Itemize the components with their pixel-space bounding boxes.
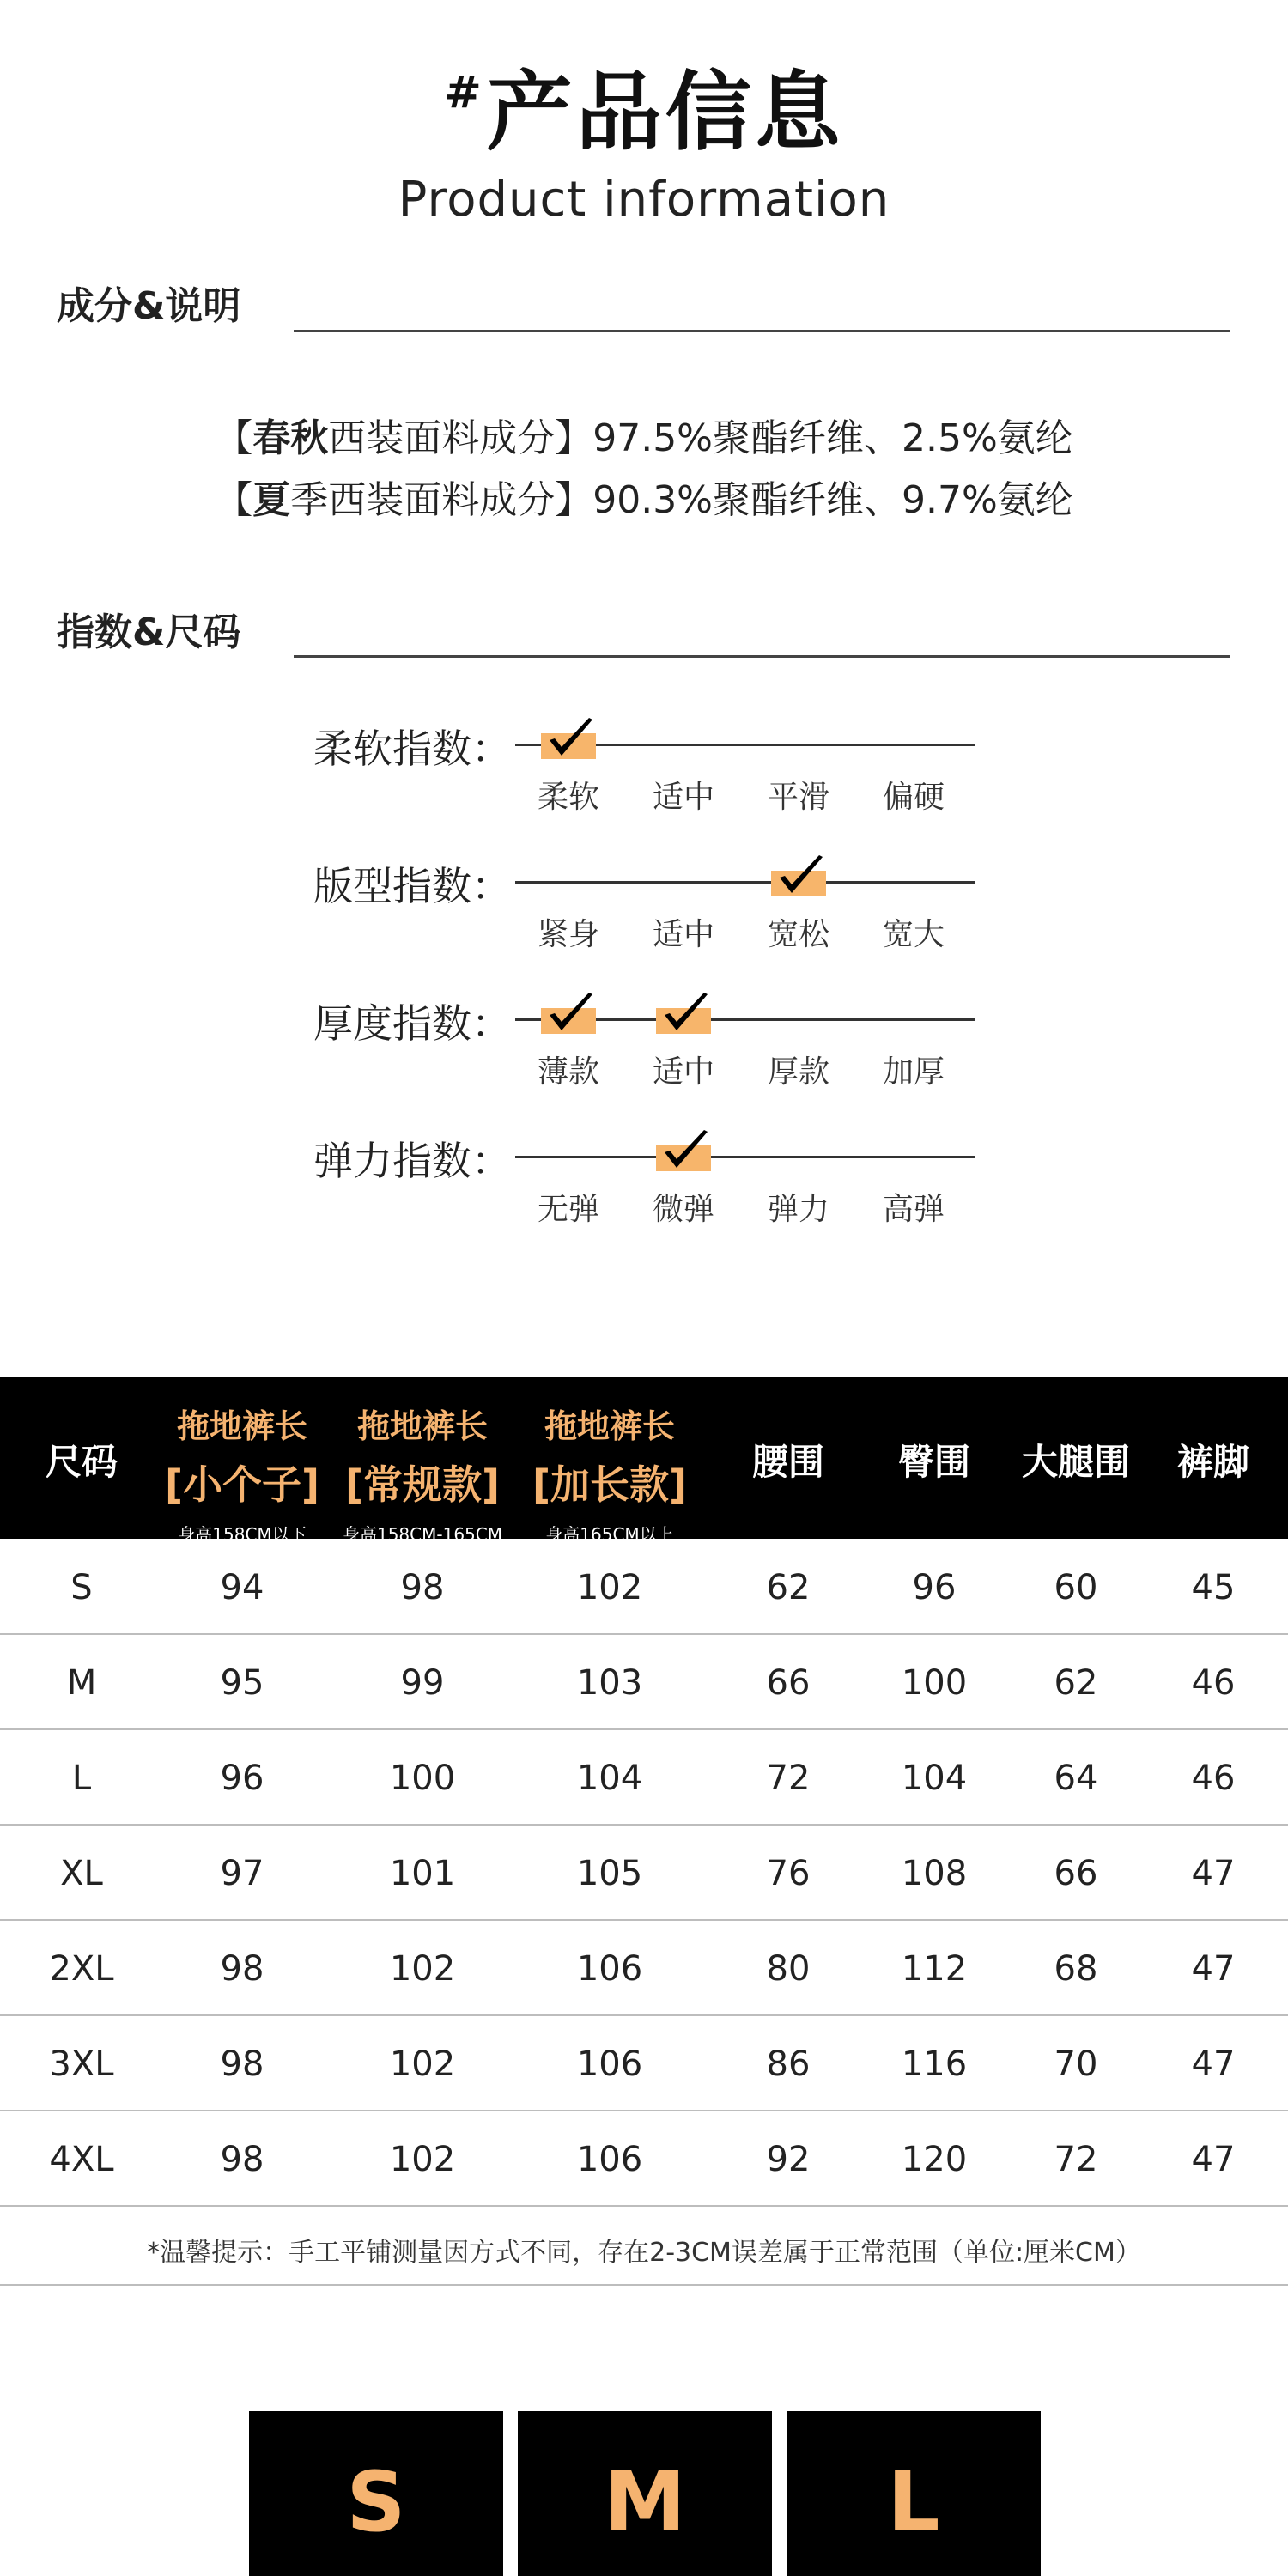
index-option: 薄款 [537,1054,599,1090]
length-header-line1: 拖地裤长 [356,1407,488,1445]
selection-marker [771,871,826,896]
measurement-cell: 112 [901,1949,968,1989]
measurement-cell: 95 [220,1663,264,1703]
measurement-cell: 105 [576,1854,643,1893]
length-header-line3: 身高158CM以下 [178,1524,307,1545]
index-scale-line [515,1156,975,1158]
length-column-header [143,1400,341,1546]
measurement-cell: 62 [1054,1663,1098,1703]
indices-divider [294,655,1230,658]
measurement-cell: 45 [1191,1568,1236,1607]
measurement-cell: 96 [220,1759,264,1798]
measurement-cell: 98 [220,2044,264,2084]
measurement-cell: 106 [576,2140,643,2179]
length-header-line3: 身高165CM以上 [545,1524,674,1545]
measurement-cell: 100 [389,1759,456,1798]
measurement-cell: 104 [576,1759,643,1798]
length-header-line1: 拖地裤长 [544,1407,675,1445]
selection-marker [541,733,596,759]
length-column-header [511,1400,708,1546]
composition-line-spring: 【春秋西装面料成分】97.5%聚酯纤维、2.5%氨纶 [215,416,1073,460]
index-option: 适中 [652,780,714,815]
index-option: 宽松 [767,917,829,952]
measurement-cell: 102 [389,2044,456,2084]
measurement-cell: 104 [901,1759,968,1798]
checkmark-icon [776,850,824,898]
length-header-line2: [加长款] [532,1461,688,1508]
size-cell: 3XL [49,2044,114,2084]
checkmark-icon [546,713,594,761]
size-cell: L [71,1759,92,1798]
table-row-divider [0,2014,1288,2016]
index-label: 柔软指数： [313,726,511,772]
size-tile-l: L [787,2411,1041,2576]
page-subtitle: Product information [398,172,890,228]
size-cell: M [66,1663,97,1703]
index-option: 无弹 [537,1192,599,1227]
measurement-cell: 94 [220,1568,264,1607]
note-divider [0,2284,1288,2286]
measurement-cell: 102 [576,1568,643,1607]
measurement-cell: 106 [576,2044,643,2084]
measurement-cell: 98 [220,2140,264,2179]
table-row-divider [0,1633,1288,1635]
measurement-cell: 47 [1191,2140,1236,2179]
measurement-note: *温馨提示：手工平铺测量因方式不同，存在2-3CM误差属于正常范围（单位:厘米CM） [147,2238,1141,2268]
measurement-cell: 66 [766,1663,811,1703]
waist-column-header: 腰围 [751,1441,824,1483]
composition-divider [294,330,1230,332]
measurement-cell: 64 [1054,1759,1098,1798]
selection-marker [541,1008,596,1034]
length-column-header [324,1400,521,1546]
size-cell: S [70,1568,93,1607]
size-cell: 4XL [49,2140,114,2179]
size-cell: 2XL [49,1949,114,1989]
index-option: 弹力 [767,1192,829,1227]
measurement-cell: 101 [389,1854,456,1893]
index-option: 微弹 [652,1192,714,1227]
indices-heading: 指数&尺码 [57,611,241,654]
measurement-cell: 100 [901,1663,968,1703]
hash-mark: # [444,67,485,118]
composition-line-summer: 【夏季西装面料成分】90.3%聚酯纤维、9.7%氨纶 [215,478,1073,522]
measurement-cell: 98 [400,1568,445,1607]
measurement-cell: 102 [389,1949,456,1989]
page-title-text: 产品信息 [486,62,844,162]
index-option: 平滑 [767,780,829,815]
table-row-divider [0,2110,1288,2111]
measurement-cell: 46 [1191,1663,1236,1703]
selection-marker [656,1145,711,1171]
measurement-cell: 68 [1054,1949,1098,1989]
measurement-cell: 47 [1191,1949,1236,1989]
index-option: 柔软 [537,780,599,815]
length-header-line3: 身高158CM-165CM [342,1524,502,1545]
measurement-cell: 47 [1191,1854,1236,1893]
checkmark-icon [661,987,709,1036]
measurement-cell: 70 [1054,2044,1098,2084]
page-title [0,43,1288,167]
table-row-divider [0,1728,1288,1730]
measurement-cell: 46 [1191,1759,1236,1798]
index-option: 宽大 [882,917,945,952]
index-option: 高弹 [882,1192,945,1227]
index-option: 紧身 [537,917,599,952]
index-option: 偏硬 [882,780,945,815]
measurement-cell: 62 [766,1568,811,1607]
checkmark-icon [661,1125,709,1173]
index-option: 厚款 [767,1054,829,1090]
selection-marker [656,1008,711,1034]
length-header-line2: [小个子] [164,1461,320,1508]
size-column-header: 尺码 [45,1441,118,1483]
measurement-cell: 66 [1054,1854,1098,1893]
index-option: 加厚 [882,1054,945,1090]
index-option: 适中 [652,1054,714,1090]
measurement-cell: 108 [901,1854,968,1893]
measurement-cell: 106 [576,1949,643,1989]
measurement-cell: 116 [901,2044,968,2084]
size-tile-m: M [518,2411,772,2576]
measurement-cell: 76 [766,1854,811,1893]
measurement-cell: 97 [220,1854,264,1893]
size-table-header [0,1377,1288,1545]
measurement-cell: 47 [1191,2044,1236,2084]
measurement-cell: 86 [766,2044,811,2084]
size-cell: XL [60,1854,103,1893]
index-label: 版型指数： [313,863,511,909]
measurement-cell: 120 [901,2140,968,2179]
size-tile-s: S [249,2411,503,2576]
measurement-cell: 80 [766,1949,811,1989]
thigh-column-header: 大腿围 [1021,1441,1130,1483]
measurement-cell: 60 [1054,1568,1098,1607]
hem-column-header: 裤脚 [1176,1441,1249,1483]
measurement-cell: 72 [766,1759,811,1798]
hip-column-header: 臀围 [897,1441,970,1483]
index-label: 弹力指数： [313,1138,511,1184]
measurement-cell: 99 [400,1663,445,1703]
index-label: 厚度指数： [313,1000,511,1047]
index-option: 适中 [652,917,714,952]
measurement-cell: 92 [766,2140,811,2179]
length-header-line2: [常规款] [344,1461,501,1508]
measurement-cell: 103 [576,1663,643,1703]
table-row-divider [0,2205,1288,2207]
measurement-cell: 102 [389,2140,456,2179]
measurement-cell: 96 [912,1568,957,1607]
table-row-divider [0,1824,1288,1826]
table-row-divider [0,1919,1288,1921]
measurement-cell: 98 [220,1949,264,1989]
index-scale-line [515,881,975,884]
checkmark-icon [546,987,594,1036]
measurement-cell: 72 [1054,2140,1098,2179]
length-header-line1: 拖地裤长 [176,1407,307,1445]
composition-heading: 成分&说明 [57,284,241,328]
